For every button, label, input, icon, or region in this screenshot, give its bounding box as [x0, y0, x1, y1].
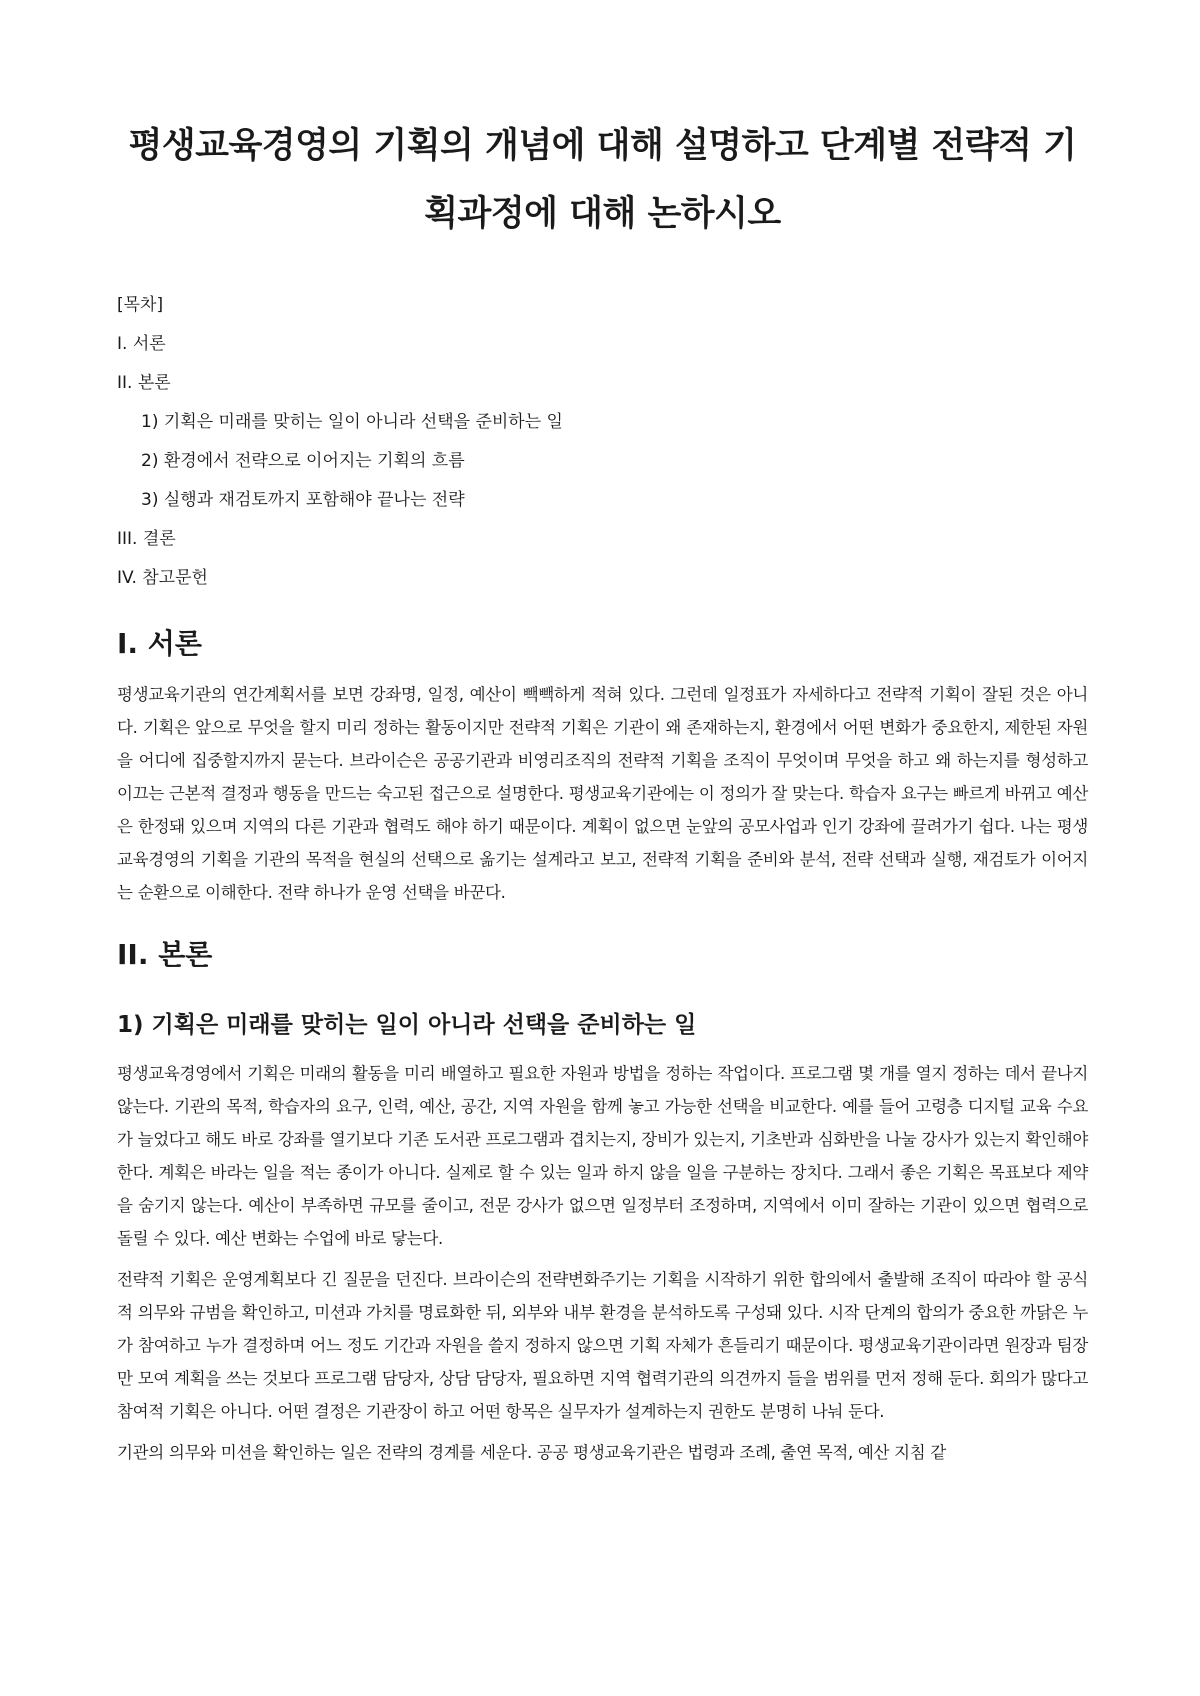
body-paragraph: 전략적 기획은 운영계획보다 긴 질문을 던진다. 브라이슨의 전략변화주기는 기획을 시작하기 위한 합의에서 출발해 조직이 따라야 할 공식적 의무와 규범을 확인하고, 미션과 가치를 명료화한 뒤, 외부와 내부 환경을 분석하도록 구성돼 있다. 시작 단계의 합의가 중요한 까닭은 누가 참여하고 누가 결정하며 어느 정도 기간과 자원을 쓸지 정하지 않으면 기획 자체가 흔들리기 때문이다. 평생교육기관이라면 원장과 팀장만 모여 계획을 쓰는 것보다 프로그램 담당자, 상담 담당자, 필요하면 지역 협력기관의 의견까지 들을 범위를 먼저 정해 둔다. 회의가 많다고 참여적 기획은 아니다. 어떤 결정은 기관장이 하고 어떤 항목은 실무자가 설계하는지 권한도 분명히 나눠 둔다. — [117, 1270, 1088, 1421]
intro-paragraph: 평생교육기관의 연간계획서를 보면 강좌명, 일정, 예산이 빽빽하게 적혀 있다. 그런데 일정표가 자세하다고 전략적 기획이 잘된 것은 아니다. 기획은 앞으로 무엇을 할지 미리 정하는 활동이지만 전략적 기획은 기관이 왜 존재하는지, 환경에서 어떤 변화가 중요한지, 제한된 자원을 어디에 집중할지까지 묻는다. 브라이슨은 공공기관과 비영리조직의 전략적 기획을 조직이 무엇이며 무엇을 하고 왜 하는지를 형성하고 이끄는 근본적 결정과 행동을 만드는 숙고된 접근으로 설명한다. 평생교육기관에는 이 정의가 잘 맞는다. 학습자 요구는 빠르게 바뀌고 예산은 한정돼 있으며 지역의 다른 기관과 협력도 해야 하기 때문이다. 계획이 없으면 눈앞의 공모사업과 인기 강좌에 끌려가기 쉽다. 나는 평생교육경영의 기획을 기관의 목적을 현실의 선택으로 옮기는 설계라고 보고, 전략적 기획을 준비와 분석, 전략 선택과 실행, 재검토가 이어지는 순환으로 이해한다. 전략 하나가 운영 선택을 바꾼다. — [117, 685, 1088, 902]
toc-item-conclusion: III. 결론 — [117, 529, 176, 549]
toc-item-references: IV. 참고문헌 — [117, 568, 208, 588]
toc-item-body-3: 3) 실행과 재검토까지 포함해야 끝나는 전략 — [141, 490, 465, 510]
toc-item-body-1: 1) 기획은 미래를 맞히는 일이 아니라 선택을 준비하는 일 — [141, 412, 563, 432]
document-title: 평생교육경영의 기획의 개념에 대해 설명하고 단계별 전략적 기획과정에 대해 논하시오 — [128, 126, 1077, 234]
table-of-contents — [117, 286, 1088, 598]
section-heading-intro: I. 서론 — [117, 627, 202, 660]
toc-item-body: II. 본론 — [117, 373, 171, 393]
toc-label: [목차] — [117, 295, 164, 315]
body-paragraph: 평생교육경영에서 기획은 미래의 활동을 미리 배열하고 필요한 자원과 방법을 정하는 작업이다. 프로그램 몇 개를 열지 정하는 데서 끝나지 않는다. 기관의 목적, 학습자의 요구, 인력, 예산, 공간, 지역 자원을 함께 놓고 가능한 선택을 비교한다. 예를 들어 고령층 디지털 교육 수요가 늘었다고 해도 바로 강좌를 열기보다 기존 도서관 프로그램과 겹치는지, 장비가 있는지, 기초반과 심화반을 나눌 강사가 있는지 확인해야 한다. 계획은 바라는 일을 적는 종이가 아니다. 실제로 할 수 있는 일과 하지 않을 일을 구분하는 장치다. 그래서 좋은 기획은 목표보다 제약을 숨기지 않는다. 예산이 부족하면 규모를 줄이고, 전문 강사가 없으면 일정부터 조정하며, 지역에서 이미 잘하는 기관이 있으면 협력으로 돌릴 수 있다. 예산 변화는 수업에 바로 닿는다. — [117, 1064, 1088, 1248]
body-paragraph: 기관의 의무와 미션을 확인하는 일은 전략의 경계를 세운다. 공공 평생교육기관은 법령과 조례, 출연 목적, 예산 지침 같 — [117, 1443, 946, 1462]
section-intro — [117, 622, 1088, 909]
toc-item-intro: I. 서론 — [117, 334, 166, 354]
toc-item-body-2: 2) 환경에서 전략으로 이어지는 기획의 흐름 — [141, 451, 465, 471]
section-heading-body: II. 본론 — [117, 938, 213, 971]
section-body — [117, 933, 1088, 1469]
subsection-heading-1: 1) 기획은 미래를 맞히는 일이 아니라 선택을 준비하는 일 — [117, 1012, 697, 1038]
